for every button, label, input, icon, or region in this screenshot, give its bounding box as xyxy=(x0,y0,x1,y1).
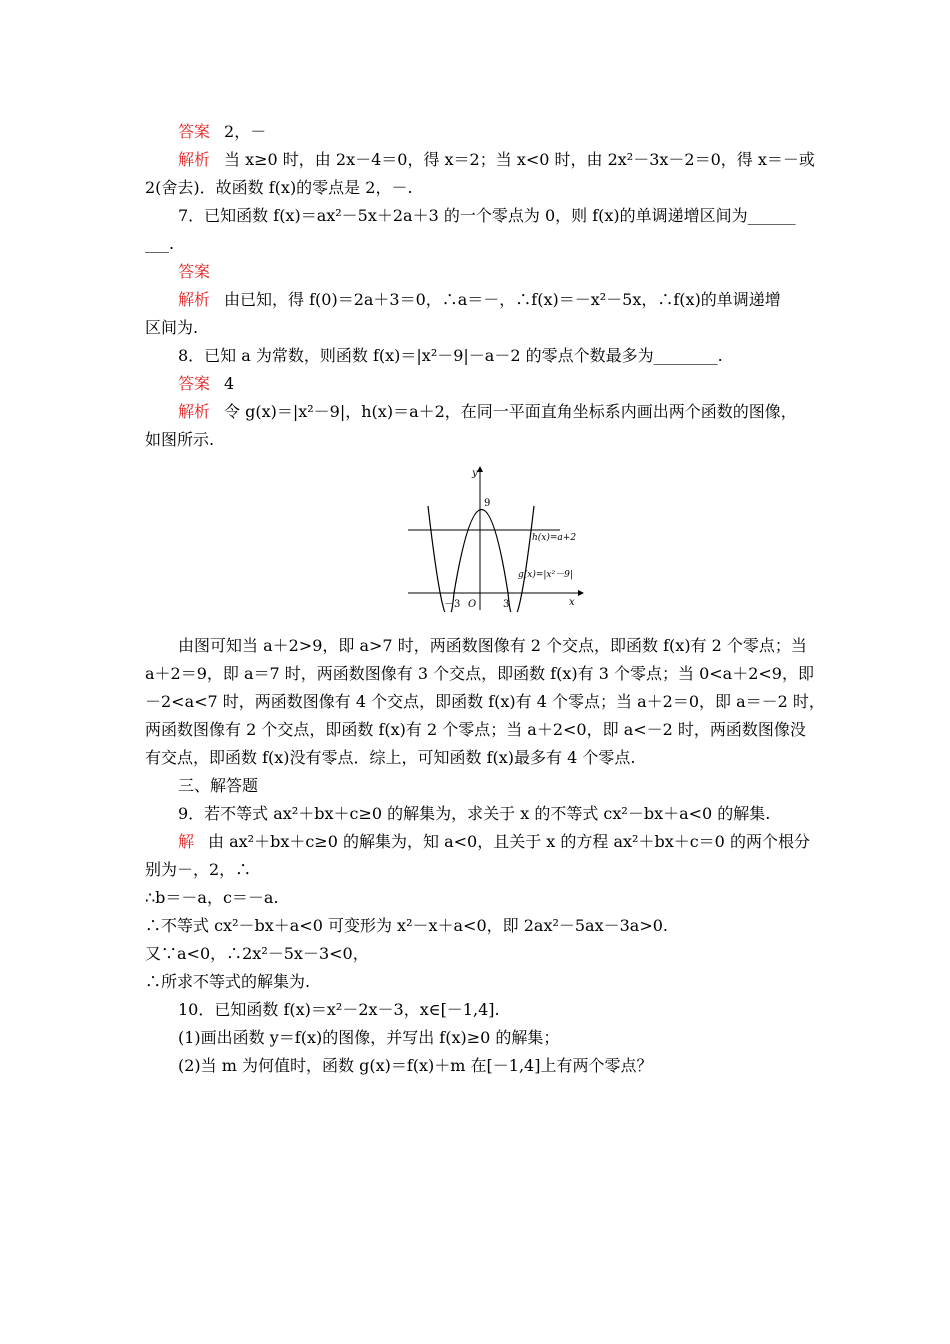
neg3-label: －3 xyxy=(444,599,461,610)
question-line xyxy=(178,346,723,366)
g-curve-right xyxy=(508,506,534,612)
analysis-label: 解析 xyxy=(178,402,211,421)
line-text: 两函数图像有 2 个交点，即函数 f(x)有 2 个零点；当 a＋2<0，即 a<－2 时，两函数图像没 xyxy=(145,720,806,739)
text-line xyxy=(145,178,413,198)
question-text: 9．若不等式 ax²＋bx＋c≥0 的解集为，求关于 x 的不等式 cx²－bx＋a<0 的解集. xyxy=(178,804,771,823)
g-curve-middle xyxy=(454,510,508,594)
text-line xyxy=(145,972,310,992)
answer-line xyxy=(178,262,224,282)
y-axis-label: y xyxy=(472,468,478,479)
answer-text: 2，－ xyxy=(224,122,267,141)
subquestion-text: (1)画出函数 y＝f(x)的图像，并写出 f(x)≥0 的解集； xyxy=(178,1028,560,1047)
section-heading xyxy=(178,776,258,796)
function-graph-figure xyxy=(400,462,590,612)
text-line xyxy=(145,860,251,880)
text-line xyxy=(145,916,668,936)
line-text: 有交点，即函数 f(x)没有零点．综上，可知函数 f(x)最多有 4 个零点. xyxy=(145,748,636,767)
text-line xyxy=(145,234,174,254)
solution-label: 解 xyxy=(178,832,195,851)
text-line xyxy=(145,692,825,712)
line-text: 2(舍去)．故函数 f(x)的零点是 2，－. xyxy=(145,178,413,197)
peak-label: 9 xyxy=(484,498,491,509)
question-line xyxy=(178,804,770,824)
text-line xyxy=(145,720,806,740)
answer-line xyxy=(178,122,266,142)
line-text: 区间为. xyxy=(145,318,199,337)
origin-label: O xyxy=(468,599,477,610)
question-line xyxy=(178,206,796,226)
analysis-line xyxy=(178,402,797,422)
answer-line xyxy=(178,374,234,394)
answer-label: 答案 xyxy=(178,122,211,141)
y-axis-arrow xyxy=(477,466,483,472)
subquestion-line xyxy=(178,1028,559,1048)
question-text: 7．已知函数 f(x)＝ax²－5x＋2a＋3 的一个零点为 0，则 f(x)的单调递增区间为______ xyxy=(178,206,796,225)
text-line xyxy=(145,944,369,964)
text-line xyxy=(145,664,814,684)
question-text: 8．已知 a 为常数，则函数 f(x)＝|x²－9|－a－2 的零点个数最多为________. xyxy=(178,346,723,365)
line-text: 由图可知当 a＋2>9，即 a>7 时，两函数图像有 2 个交点，即函数 f(x)有 2 个零点；当 xyxy=(178,636,807,655)
line-text: －2<a<7 时，两函数图像有 4 个交点，即函数 f(x)有 4 个零点；当 a＋2＝0，即 a＝－2 时， xyxy=(145,692,825,711)
line-text: a＋2＝9，即 a＝7 时，两函数图像有 3 个交点，即函数 f(x)有 3 个零点；当 0<a＋2<9，即 xyxy=(145,664,814,683)
line-text: ∴不等式 cx²－bx＋a<0 可变形为 x²－x＋a<0，即 2ax²－5ax－3a>0. xyxy=(145,916,669,935)
subquestion-text: (2)当 m 为何值时，函数 g(x)＝f(x)＋m 在[－1,4]上有两个零点？ xyxy=(178,1056,653,1075)
line-text: ∴所求不等式的解集为. xyxy=(145,972,311,991)
question-line xyxy=(178,1000,500,1020)
answer-label: 答案 xyxy=(178,374,211,393)
g-label: g(x)=|x²－9| xyxy=(518,570,573,580)
graph-svg xyxy=(400,462,590,612)
g-curve-left xyxy=(428,506,454,612)
h-label: h(x)=a+2 xyxy=(532,533,577,543)
line-text: 又∵a<0，∴2x²－5x－3<0， xyxy=(145,944,369,963)
analysis-text: 令 g(x)＝|x²－9|，h(x)＝a＋2，在同一平面直角坐标系内画出两个函数的图像， xyxy=(224,402,797,421)
text-line xyxy=(145,430,214,450)
line-text: 别为－，2，∴ xyxy=(145,860,252,879)
line-text: 如图所示. xyxy=(145,430,215,449)
solution-text: 由 ax²＋bx＋c≥0 的解集为，知 a<0，且关于 x 的方程 ax²＋bx＋c＝0 的两个根分 xyxy=(208,832,810,851)
analysis-text: 当 x≥0 时，由 2x－4＝0，得 x＝2；当 x<0 时，由 2x²－3x－2＝0，得 x＝－或 xyxy=(224,150,815,169)
answer-label: 答案 xyxy=(178,262,211,281)
solution-line xyxy=(178,832,810,852)
pos3-label: 3 xyxy=(503,599,510,610)
analysis-line xyxy=(178,150,815,170)
line-text: ___. xyxy=(145,234,175,253)
subquestion-line xyxy=(178,1056,652,1076)
analysis-label: 解析 xyxy=(178,150,211,169)
line-text: ∴b＝－a，c＝－a. xyxy=(145,888,279,907)
x-axis-arrow xyxy=(578,590,584,596)
text-line xyxy=(145,888,279,908)
section-heading-text: 三、解答题 xyxy=(178,776,259,795)
text-line xyxy=(145,748,635,768)
text-line xyxy=(178,636,807,656)
question-text: 10．已知函数 f(x)＝x²－2x－3，x∈[－1,4]. xyxy=(178,1000,500,1019)
analysis-text: 由已知，得 f(0)＝2a＋3＝0，∴a＝－，∴f(x)＝－x²－5x，∴f(x)的单调递增 xyxy=(224,290,781,309)
x-axis-label: x xyxy=(569,597,575,608)
text-line xyxy=(145,318,198,338)
answer-text: 4 xyxy=(224,374,235,393)
analysis-label: 解析 xyxy=(178,290,211,309)
analysis-line xyxy=(178,290,781,310)
